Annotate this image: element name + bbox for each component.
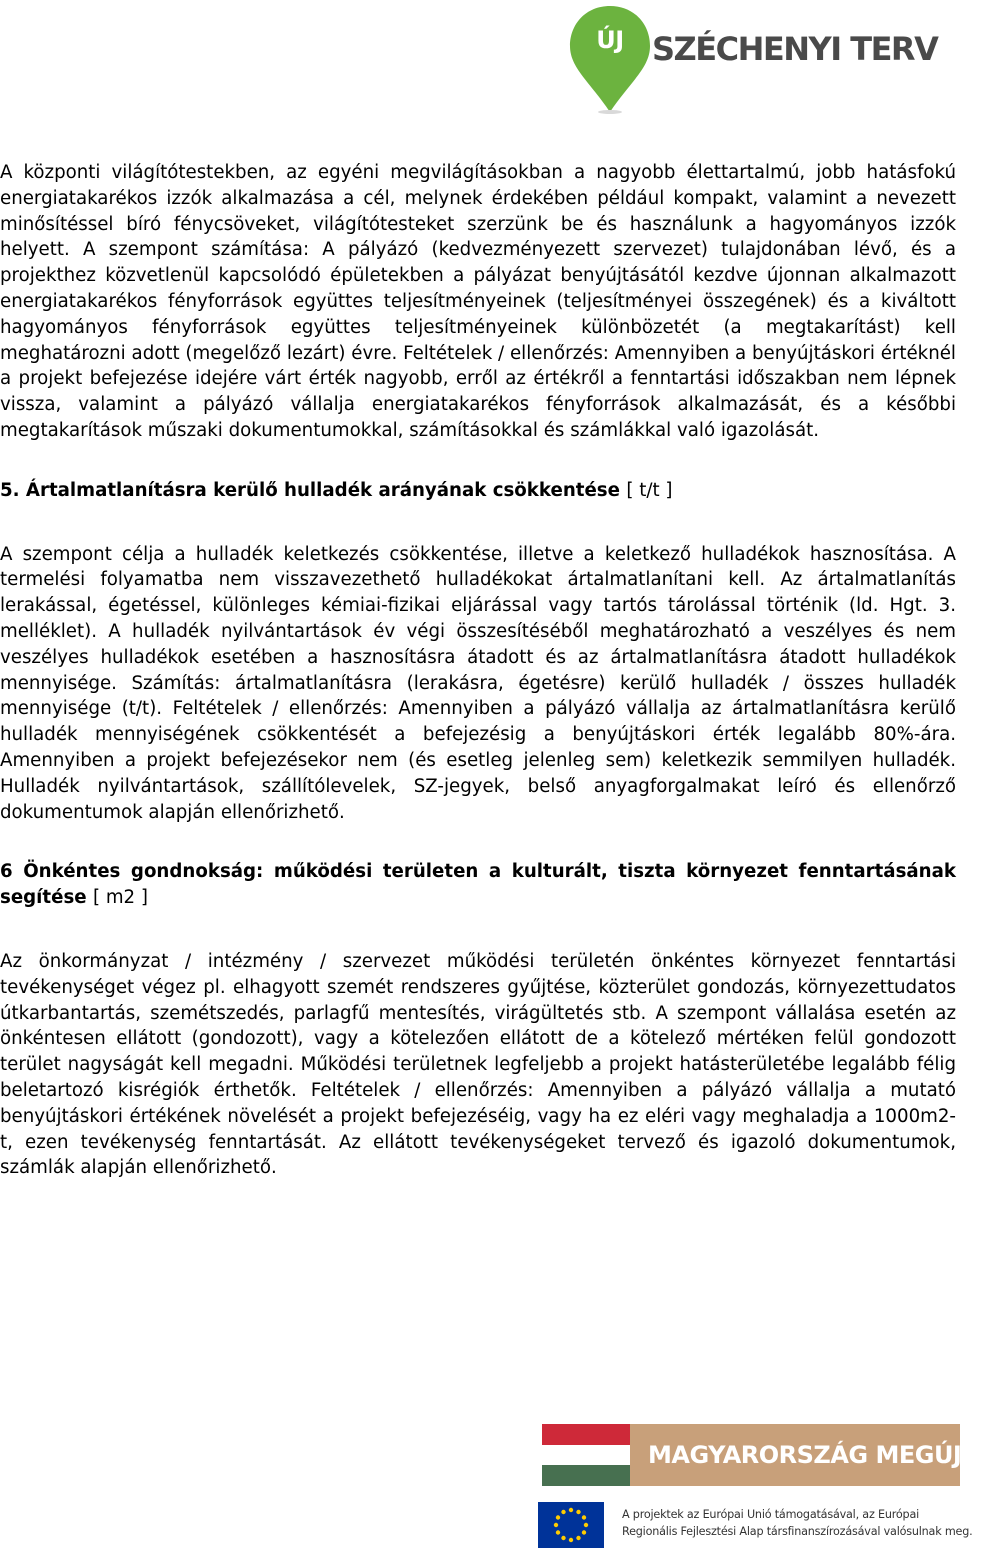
eu-funding-line-2: Regionális Fejlesztési Alap társfinanszírozásával valósulnak meg.: [622, 1525, 973, 1538]
logo-uj-text: ÚJ: [596, 26, 624, 54]
section-6-title: 6 Önkéntes gondnokság: működési területen a kulturált, tiszta környezet fenntartásának segítése: [0, 861, 956, 909]
section-6-paragraph: Az önkormányzat / intézmény / szervezet működési területén önkéntes környezet fenntartási tevékenységet végez pl. elhagyott szemét rendszeres gyűjtése, közterület gondozás, környezettudatos útkarbantartás, szemétszedés, parlagfű mentesítés, virágültetés stb. A szempont vállalása esetén az önkéntesen ellátott (gondozott), vagy a kötelezően ellátott de a kötelező mértéken felül gondozott terület nagyságát kell megadni. Működési területnek legfeljebb a projekt hatásterületébe legalább félig beletartozó kisrégiók érthetők. Feltételek / ellenőrzés: Amennyiben a pályázó vállalja a mutató benyújtáskori értékének növelését a projekt befejezéséig, vagy ha ez eléri vagy meghaladja a 1000m2-t, ezen tevékenység fenntartását. Az ellátott tevékenységeket tervező és igazoló dokumentumok, számlák alapján ellenőrizhető.: [0, 950, 956, 1179]
section-5-unit: [ t/t ]: [626, 479, 673, 501]
section-5-heading: [0, 478, 956, 504]
document-body: [0, 160, 956, 1181]
section-6-heading: [0, 859, 956, 911]
intro-paragraph: A központi világítótestekben, az egyéni megvilágításokban a nagyobb élettartalmú, jobb hatásfokú energiatakarékos izzók alkalmazása a cél, melynek érdekében például kompakt, valamint a nevezett minősítéssel bíró fénycsöveket, világítótesteket szerzünk be és használunk a hagyományos izzók helyett. A szempont számítása: A pályázó (kedvezményezett szervezet) tulajdonában lévő, és a projekthez közvetlenül kapcsolódó épületekben a pályázat benyújtásától kezdve újonnan alkalmazott energiatakarékos fényforrások együttes teljesítményeinek (teljesítményei összegének) és a kiváltott hagyományos fényforrások együttes teljesítményeinek különbözetét (a megtakarítást) kell meghatározni adott (megelőző lezárt) évre. Feltételek / ellenőrzés: Amennyiben a benyújtáskori értéknél a projekt befejezése idejére várt érték nagyobb, erről az értékről a fenntartási időszakban nem lépnek vissza, valamint a pályázó vállalja energiatakarékos fényforrások alkalmazását, és a későbbi megtakarítások műszaki dokumentumokkal, számításokkal és számlákkal való igazolását.: [0, 162, 956, 441]
section-6-unit: [ m2 ]: [92, 887, 148, 909]
szechenyi-terv-logo: [568, 4, 938, 114]
hungarian-flag-icon: [542, 1424, 630, 1486]
logo-brand-text: SZÉCHENYI TERV: [652, 30, 938, 68]
eu-funding-line-1: A projektek az Európai Unió támogatásával, az Európai: [622, 1508, 920, 1521]
eu-funding-text: [622, 1506, 973, 1540]
section-5-title: 5. Ártalmatlanításra kerülő hulladék arányának csökkentése: [0, 479, 620, 501]
magyarorszag-megujul-banner: [542, 1424, 995, 1486]
location-pin-icon: [568, 4, 658, 114]
eu-funding-notice: [538, 1502, 973, 1548]
eu-flag-icon: [538, 1502, 604, 1548]
section-5-paragraph: A szempont célja a hulladék keletkezés csökkentése, illetve a keletkező hulladékok hasznosítása. A termelési folyamatba nem visszavezethető hulladékokat ártalmatlanítani kell. Az ártalmatlanítás lerakással, égetéssel, különleges kémiai-fizikai eljárással vagy tartós tárolással történik (ld. Hgt. 3. melléklet). A hulladék nyilvántartások év végi összesítéséből meghatározható a veszélyes és nem veszélyes hulladékok esetében a hasznosításra átadott és az ártalmatlanításra átadott hulladékok mennyisége. Számítás: ártalmatlanításra (lerakásra, égetésre) kerülő hulladék / összes hulladék mennyisége (t/t). Feltételek / ellenőrzés: Amennyiben a pályázó vállalja az ártalmatlanításra kerülő hulladék mennyiségének csökkentését a befejezésig a benyújtáskori érték legalább 80%-ára. Amennyiben a projekt befejezésekor nem (és esetleg jelenleg sem) keletkezik semmilyen hulladék. Hulladék nyilvántartások, szállítólevelek, SZ-jegyek, belső anyagforgalmakat leíró és ellenőrző dokumentumok alapján ellenőrizhető.: [0, 543, 956, 823]
banner-text: MAGYARORSZÁG MEGÚJUL: [630, 1424, 960, 1486]
